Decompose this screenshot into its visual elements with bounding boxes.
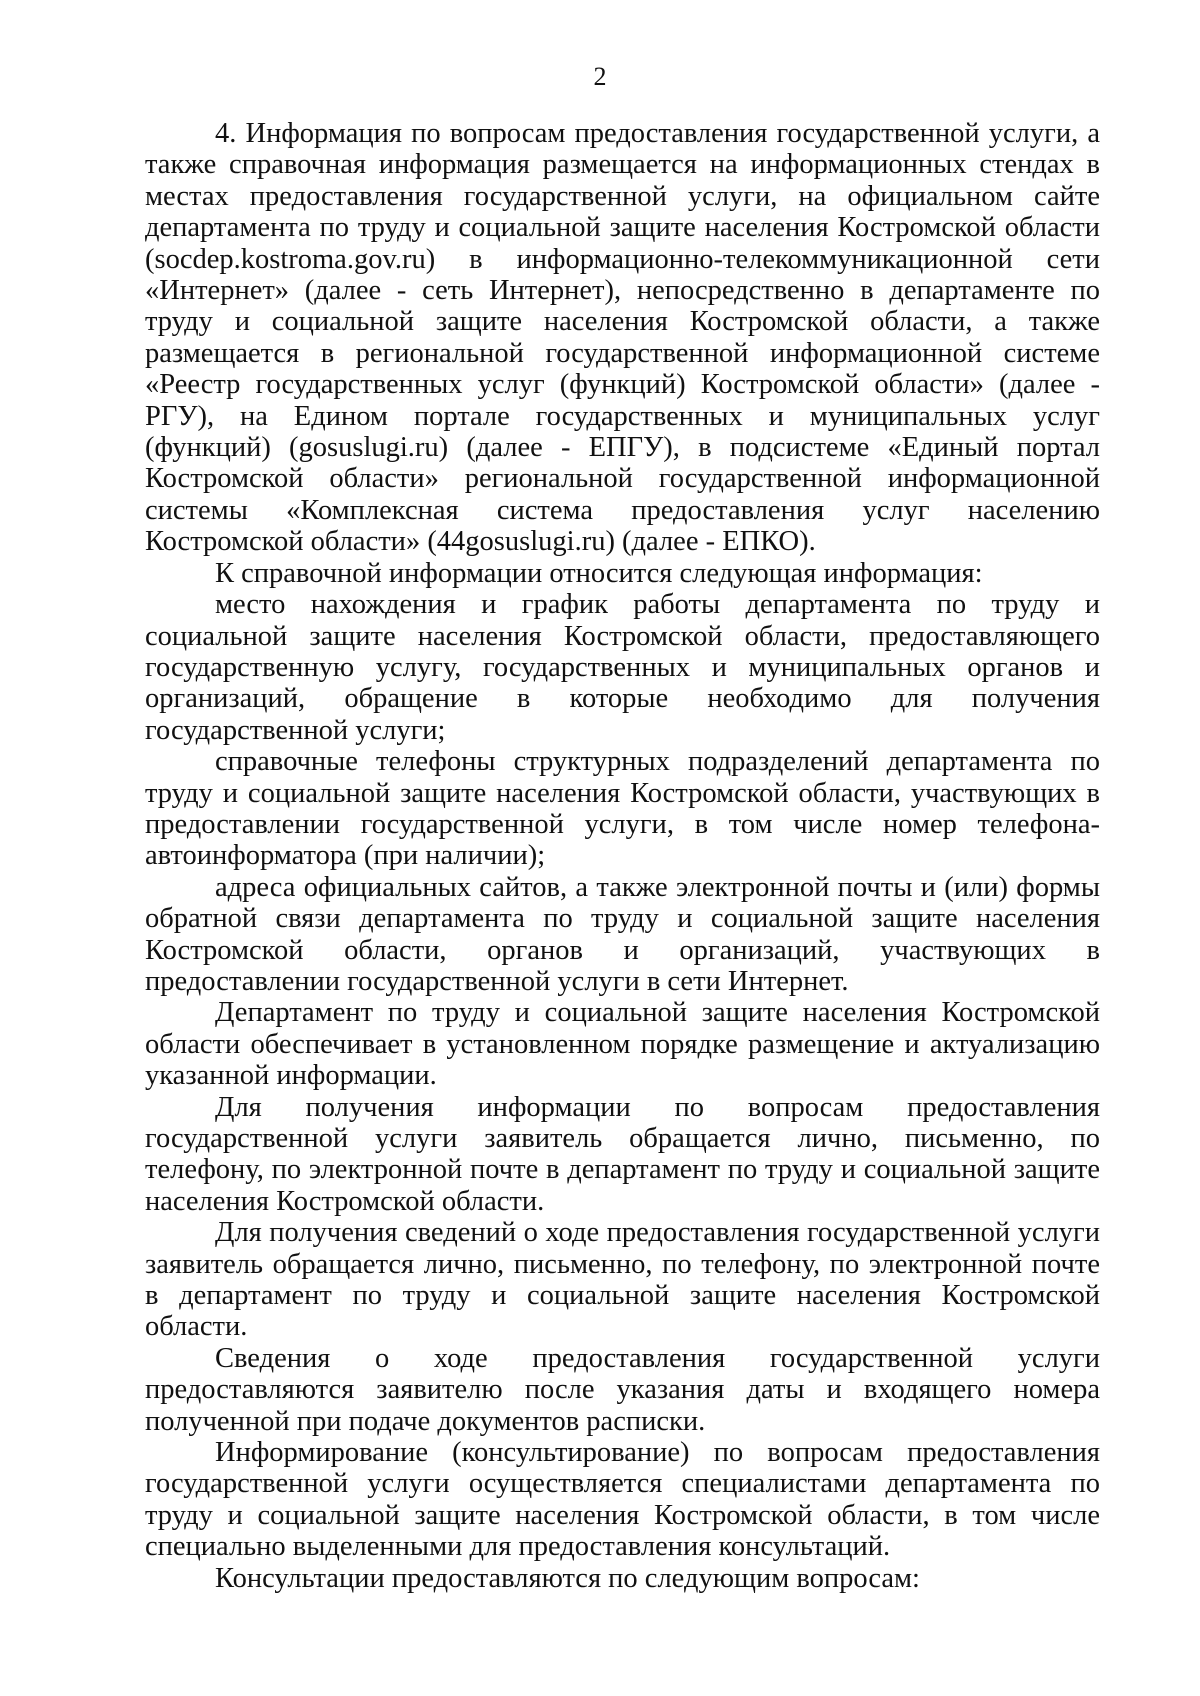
paragraph-department-updates: Департамент по труду и социальной защите населения Костромской области обеспечивает в установленном порядке размещение и актуализацию указанной информации. (145, 997, 1100, 1092)
paragraph-obtaining-information: Для получения информации по вопросам предоставления государственной услуги заявитель обращается лично, письменно, по телефону, по электронной почте в департамент по труду и социальной защите населения Костромской области. (145, 1091, 1100, 1217)
paragraph-websites-email: адреса официальных сайтов, а также электронной почты и (или) формы обратной связи департамента по труду и социальной защите населения Костромской области, органов и организаций, участвующих в предоставлении государственной услуги в сети Интернет. (145, 871, 1100, 997)
paragraph-progress-details: Сведения о ходе предоставления государственной услуги предоставляются заявителю после указания даты и входящего номера полученной при подаче документов расписки. (145, 1342, 1100, 1437)
paragraph-consultation-staff: Информирование (консультирование) по вопросам предоставления государственной услуги осуществляется специалистами департамента по труду и социальной защите населения Костромской области, в том числе специально выделенными для предоставления консультаций. (145, 1437, 1100, 1563)
paragraph-reference-phones: справочные телефоны структурных подразделений департамента по труду и социальной защите населения Костромской области, участвующих в предоставлении государственной услуги, в том числе номер телефона-автоинформатора (при наличии); (145, 746, 1100, 872)
paragraph-info-placement: 4. Информация по вопросам предоставления государственной услуги, а также справочная информация размещается на информационных стендах в местах предоставления государственной услуги, на официальном сайте департамента по труду и социальной защите населения Костромской области (socdep.kostroma.gov.ru) в информационно-телекоммуникационной сети «Интернет» (далее - сеть Интернет), непосредственно в департаменте по труду и социальной защите населения Костромской области, а также размещается в региональной государственной информационной системе «Реестр государственных услуг (функций) Костромской области» (далее - РГУ), на Едином портале государственных и муниципальных услуг (функций) (gosuslugi.ru) (далее - ЕПГУ), в подсистеме «Единый портал Костромской области» региональной государственной информационной системы «Комплексная система предоставления услуг населению Костромской области» (44gosuslugi.ru) (далее - ЕПКО). (145, 118, 1100, 558)
paragraph-reference-info-intro: К справочной информации относится следующая информация: (215, 557, 983, 589)
paragraph-consultation-topics: Консультации предоставляются по следующим вопросам: (215, 1562, 920, 1594)
paragraph-progress-information: Для получения сведений о ходе предоставления государственной услуги заявитель обращается лично, письменно, по телефону, по электронной почте в департамент по труду и социальной защите населения Костромской области. (145, 1217, 1100, 1343)
page-number: 2 (593, 62, 607, 91)
paragraph-location-schedule: место нахождения и график работы департамента по труду и социальной защите населения Костромской области, предоставляющего государственную услугу, государственных и муниципальных органов и организаций, обращение в которые необходимо для получения государственной услуги; (145, 589, 1100, 746)
document-body (145, 118, 1100, 1594)
